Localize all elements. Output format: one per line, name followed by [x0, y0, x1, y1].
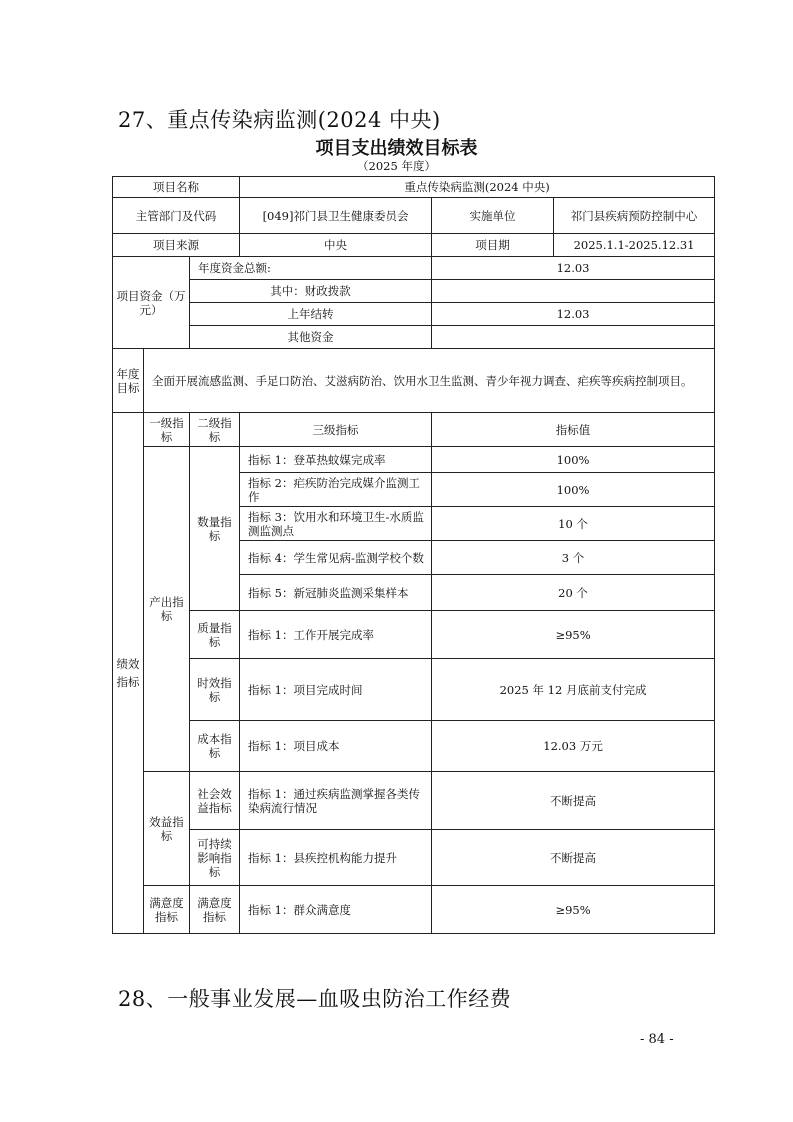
group-sustain: 可持续影响指标: [190, 830, 240, 886]
value-dept: [049]祁门县卫生健康委员会: [240, 198, 432, 234]
value-period: 2025.1.1-2025.12.31: [554, 234, 715, 257]
group-benefit: 效益指标: [144, 772, 190, 886]
group-timeliness: 时效指标: [190, 659, 240, 721]
header-level2: 二级指标: [190, 413, 240, 447]
indicator-name: 指标 1：项目完成时间: [240, 659, 432, 721]
label-perf-indicator: 绩效指标: [113, 413, 144, 934]
group-quantity: 数量指标: [190, 447, 240, 611]
label-source: 项目来源: [113, 234, 240, 257]
label-project-name: 项目名称: [113, 177, 240, 198]
group-satisfaction-sub: 满意度指标: [190, 886, 240, 934]
indicator-name: 指标 1：项目成本: [240, 721, 432, 772]
group-satisfaction: 满意度指标: [144, 886, 190, 934]
indicator-value: 不断提高: [432, 830, 715, 886]
table-row: [113, 349, 715, 413]
table-title: 项目支出绩效目标表: [315, 138, 478, 159]
table-row: [113, 326, 715, 349]
table-row: [113, 234, 715, 257]
value-fiscal: [432, 280, 715, 303]
indicator-value: ≥95%: [432, 611, 715, 659]
label-dept: 主管部门及代码: [113, 198, 240, 234]
label-impl-unit: 实施单位: [432, 198, 554, 234]
indicator-name: 指标 3：饮用水和环境卫生-水质监测监测点: [240, 507, 432, 541]
table-row: [113, 830, 715, 886]
header-level1: 一级指标: [144, 413, 190, 447]
performance-table: [112, 176, 715, 934]
indicator-name: 指标 2：疟疾防治完成媒介监测工作: [240, 473, 432, 507]
table-row: [113, 447, 715, 473]
value-annual-goal: 全面开展流感监测、手足口防治、艾滋病防治、饮用水卫生监测、青少年视力调查、疟疾等疾病控制项目。: [144, 349, 715, 413]
label-period: 项目期: [432, 234, 554, 257]
indicator-name: 指标 1：县疾控机构能力提升: [240, 830, 432, 886]
indicator-value: 10 个: [432, 507, 715, 541]
label-carryover: 上年结转: [190, 303, 432, 326]
table-row: [113, 413, 715, 447]
value-project-name: 重点传染病监测(2024 中央): [240, 177, 715, 198]
group-cost: 成本指标: [190, 721, 240, 772]
indicator-value: 100%: [432, 447, 715, 473]
indicator-value: 12.03 万元: [432, 721, 715, 772]
indicator-name: 指标 1：群众满意度: [240, 886, 432, 934]
label-other: 其他资金: [190, 326, 432, 349]
label-annual-goal: 年度目标: [113, 349, 144, 413]
group-quality: 质量指标: [190, 611, 240, 659]
table-row: [113, 721, 715, 772]
group-social: 社会效益指标: [190, 772, 240, 830]
indicator-value: 不断提高: [432, 772, 715, 830]
table-row: [113, 280, 715, 303]
indicator-name: 指标 1：通过疾病监测掌握各类传染病流行情况: [240, 772, 432, 830]
table-row: [113, 886, 715, 934]
indicator-value: 100%: [432, 473, 715, 507]
value-carryover: 12.03: [432, 303, 715, 326]
indicator-value: ≥95%: [432, 886, 715, 934]
table-year: （2025 年度）: [357, 159, 436, 173]
group-output: 产出指标: [144, 447, 190, 772]
header-level3: 三级指标: [240, 413, 432, 447]
indicator-value: 20 个: [432, 575, 715, 611]
label-annual-total: 年度资金总额:: [190, 257, 432, 280]
section-title: 27、重点传染病监测(2024 中央): [118, 108, 441, 132]
value-impl-unit: 祁门县疾病预防控制中心: [554, 198, 715, 234]
indicator-value: 3 个: [432, 541, 715, 575]
table-row: [113, 257, 715, 280]
value-other: [432, 326, 715, 349]
table-row: [113, 198, 715, 234]
indicator-name: 指标 1：登革热蚊媒完成率: [240, 447, 432, 473]
value-source: 中央: [240, 234, 432, 257]
table-row: [113, 772, 715, 830]
section-title-next: 28、一般事业发展—血吸虫防治工作经费: [118, 987, 512, 1011]
header-indicator-value: 指标值: [432, 413, 715, 447]
indicator-name: 指标 5：新冠肺炎监测采集样本: [240, 575, 432, 611]
table-row: [113, 659, 715, 721]
label-funds: 项目资金（万元）: [113, 257, 190, 349]
table-row: [113, 177, 715, 198]
table-row: [113, 303, 715, 326]
indicator-name: 指标 4：学生常见病-监测学校个数: [240, 541, 432, 575]
indicator-value: 2025 年 12 月底前支付完成: [432, 659, 715, 721]
indicator-name: 指标 1：工作开展完成率: [240, 611, 432, 659]
table-row: [113, 611, 715, 659]
label-fiscal: 其中：财政拨款: [190, 280, 432, 303]
page-number: - 84 -: [640, 1032, 674, 1047]
value-annual-total: 12.03: [432, 257, 715, 280]
